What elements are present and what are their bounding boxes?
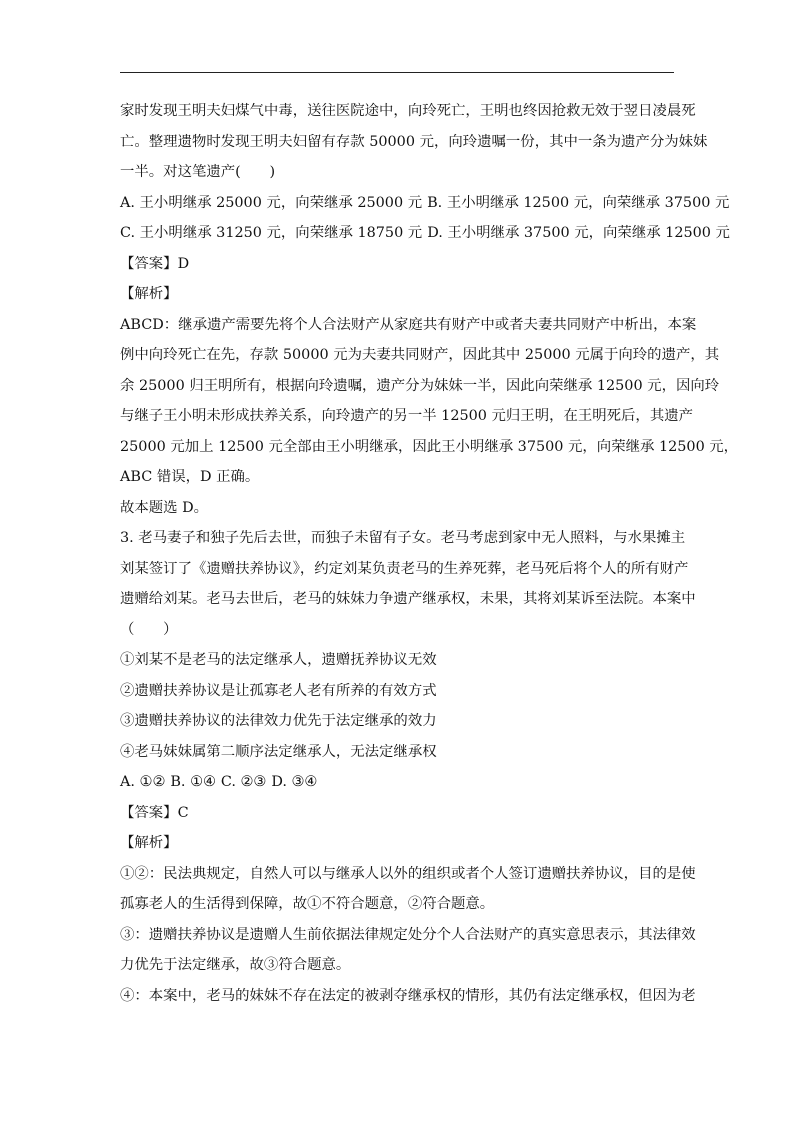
q2-analysis-line: 例中向玲死亡在先，存款 50000 元为夫妻共同财产，因此其中 25000 元属于向玲的遗产，其 xyxy=(120,347,720,363)
q2-analysis-line: ABC 错误，D 正确。 xyxy=(120,469,260,485)
q2-conclusion: 故本题选 D。 xyxy=(120,499,209,516)
q3-statement: ①刘某不是老马的法定继承人，遗赠抚养协议无效 xyxy=(120,652,437,668)
q3-analysis-line: 孤寡老人的生活得到保障，故①不符合题意，②符合题意。 xyxy=(120,896,495,912)
q3-option-d: D. ③④ xyxy=(271,774,318,790)
q3-stem-line: 3. 老马妻子和独子先后去世，而独子未留有子女。老马考虑到家中无人照料，与水果摊主 xyxy=(120,530,686,546)
q2-option-b: B. 王小明继承 12500 元，向荣继承 37500 元 xyxy=(427,194,730,211)
q3-option-a: A. ①② xyxy=(120,774,166,790)
q2-analysis-line: 与继子王小明未形成扶养关系，向玲遗产的另一半 12500 元归王明，在王明死后，其遗产 xyxy=(120,408,693,424)
q3-analysis-line: ③：遗赠扶养协议是遗赠人生前依据法律规定处分个人合法财产的真实意思表示，其法律效 xyxy=(120,926,696,943)
q2-options-line xyxy=(120,218,730,249)
q3-analysis-label: 【解析】 xyxy=(120,835,178,851)
q3-option-b: B. ①④ xyxy=(170,774,216,790)
q2-analysis-line: ABCD：继承遗产需要先将个人合法财产从家庭共有财产中或者夫妻共同财产中析出，本案 xyxy=(120,316,697,333)
page-content xyxy=(120,96,739,1011)
q2-option-a: A. 王小明继承 25000 元，向荣继承 25000 元 xyxy=(120,194,423,211)
q3-statement: ②遗赠扶养协议是让孤寡老人老有所养的有效方式 xyxy=(120,682,437,699)
q3-stem-line: 刘某签订了《遗赠扶养协议》，约定刘某负责老马的生养死葬，老马死后将个人的所有财产 xyxy=(120,560,689,577)
q3-stem-line: （ ） xyxy=(120,621,178,638)
header-rule xyxy=(120,72,674,73)
q3-option-c: C. ②③ xyxy=(220,774,267,790)
q3-analysis-line: ④：本案中，老马的妹妹不存在法定的被剥夺继承权的情形，其仍有法定继承权，但因为老 xyxy=(120,987,696,1004)
q2-stem-line: 亡。整理遗物时发现王明夫妇留有存款 50000 元，向玲遗嘱一份，其中一条为遗产分为妹妹 xyxy=(120,133,708,150)
q2-option-d: D. 王小明继承 37500 元，向荣继承 12500 元 xyxy=(427,225,730,241)
q3-statement: ③遗赠扶养协议的法律效力优先于法定继承的效力 xyxy=(120,713,437,729)
q2-analysis-line: 25000 元加上 12500 元全部由王小明继承，因此王小明继承 37500 元，向荣继承 12500 元， xyxy=(120,438,739,455)
q2-options-line xyxy=(120,188,730,219)
q2-stem-line: 家时发现王明夫妇煤气中毒，送往医院途中，向玲死亡，王明也终因抢救无效于翌日凌晨死 xyxy=(120,103,696,119)
q2-analysis-line: 余 25000 归王明所有，根据向玲遗嘱，遗产分为妹妹一半，因此向荣继承 12500 元，因向玲 xyxy=(120,377,720,394)
q3-answer: 【答案】C xyxy=(120,804,189,821)
q3-stem-line: 遗赠给刘某。老马去世后，老马的妹妹力争遗产继承权，未果，其将刘某诉至法院。本案中 xyxy=(120,591,696,607)
q2-analysis-label: 【解析】 xyxy=(120,286,178,302)
q2-answer: 【答案】D xyxy=(120,255,190,272)
q2-stem-line: 一半。对这笔遗产( ) xyxy=(120,164,276,180)
q3-statement: ④老马妹妹属第二顺序法定继承人，无法定继承权 xyxy=(120,743,437,760)
q3-options-line xyxy=(120,767,676,798)
q3-analysis-line: 力优先于法定继承，故③符合题意。 xyxy=(120,957,351,973)
q3-analysis-line: ①②：民法典规定，自然人可以与继承人以外的组织或者个人签订遗赠扶养协议，目的是使 xyxy=(120,865,696,882)
q2-option-c: C. 王小明继承 31250 元，向荣继承 18750 元 xyxy=(120,225,423,241)
